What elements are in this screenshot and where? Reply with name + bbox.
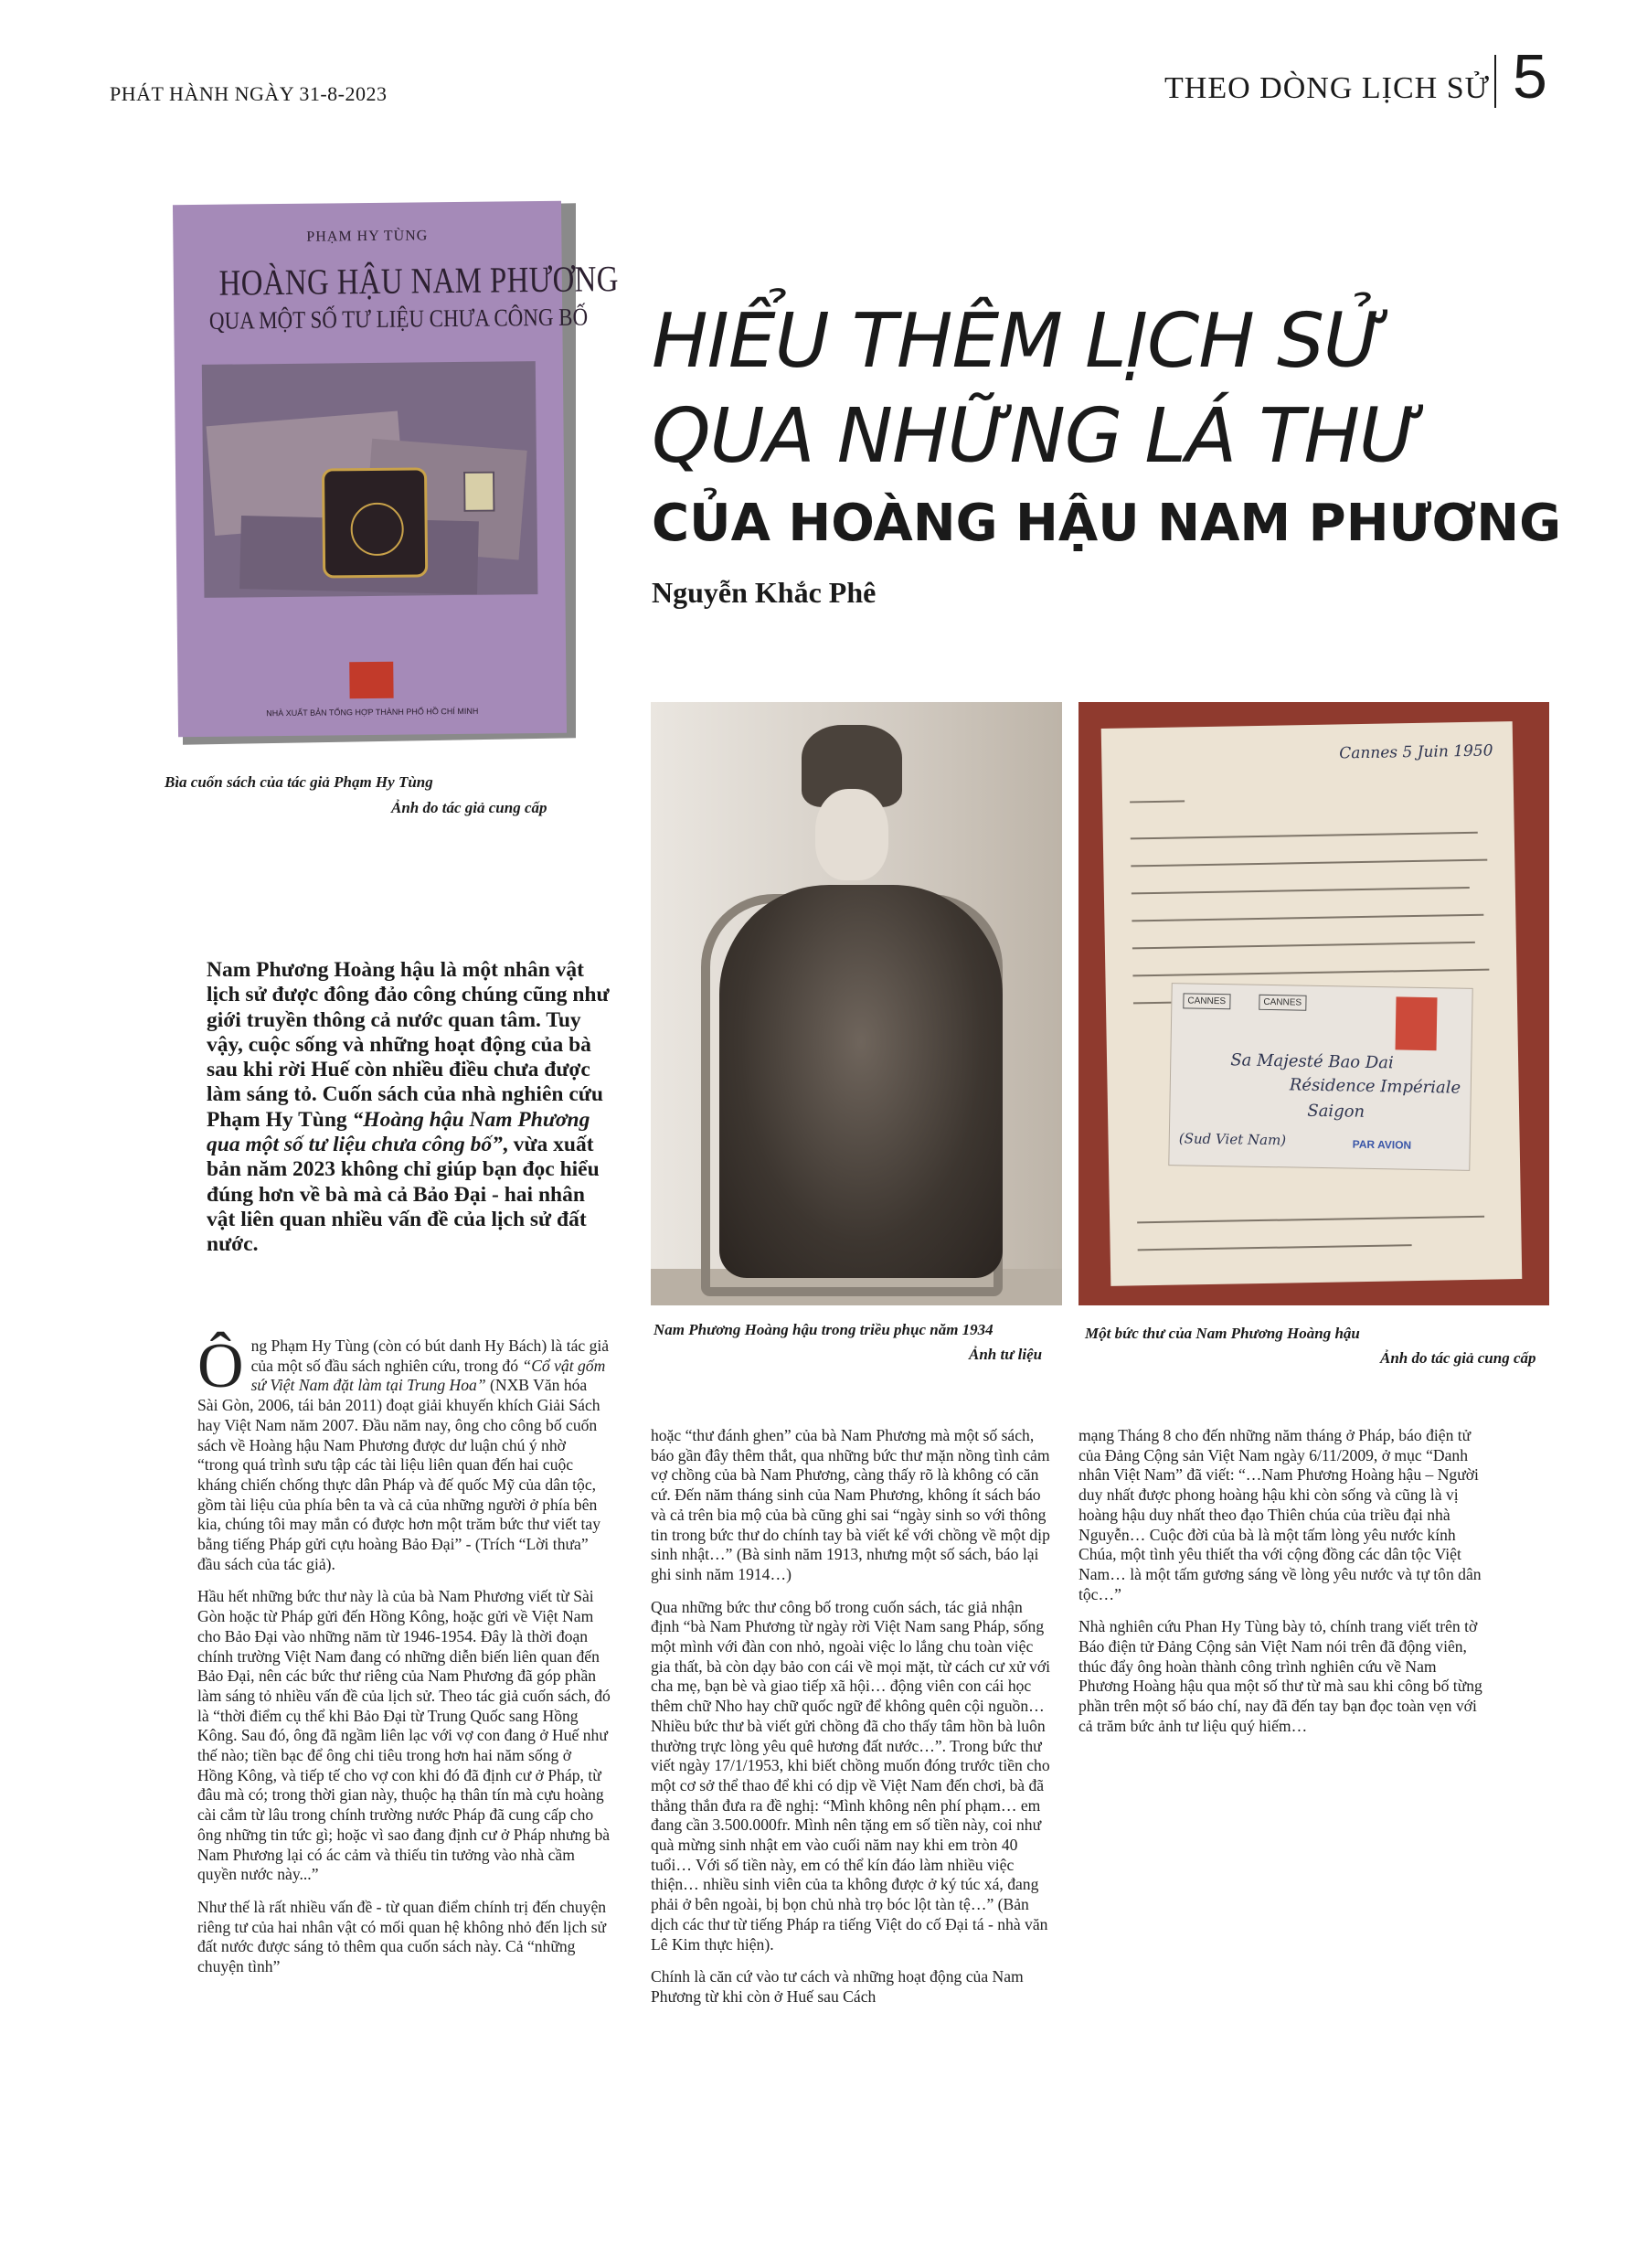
book-author: PHẠM HY TÙNG bbox=[306, 228, 429, 245]
empress-photo bbox=[651, 702, 1062, 1305]
envelope-address-line: Saigon bbox=[1307, 1101, 1365, 1122]
postmark: CANNES bbox=[1183, 993, 1230, 1009]
headline-line-1: HIỂU THÊM LỊCH SỬ bbox=[652, 298, 1386, 385]
book-cover-artwork bbox=[202, 361, 538, 598]
book-photo-credit: Ảnh do tác giả cung cấp bbox=[391, 799, 547, 816]
letter-photo bbox=[1079, 702, 1549, 1305]
envelope-address-line: Résidence Impériale bbox=[1289, 1075, 1461, 1098]
handwriting-line bbox=[1132, 914, 1483, 922]
headline-line-2: QUA NHỮNG LÁ THƯ bbox=[652, 393, 1421, 480]
body-text: ng Phạm Hy Tùng (còn có bút danh Hy Bách) là tác giả của một số đầu sách nghiên cứu, trong đó bbox=[250, 1336, 610, 1375]
body-paragraph bbox=[197, 1331, 611, 1574]
handwriting-line bbox=[1132, 942, 1475, 950]
body-paragraph: Hầu hết những bức thư này là của bà Nam Phương viết từ Sài Gòn hoặc từ Pháp gửi đến Hồng Kông, hoặc gửi về Việt Nam cho Bảo Đại vào những năm từ 1946-1954. Đây là thời đoạn chính trường Việt Nam đang có những diễn biến liên quan đến Bảo Đại, nên các bức thư riêng của Nam Phương đã góp phần làm sáng tỏ nhiều vấn đề của lịch sử. Theo tác giả cuốn sách, đó là “thời điểm cụ thể khi Bảo Đại từ Trung Quốc sang Hồng Kông. Sau đó, ông đã ngầm liên lạc với vợ con đang ở Huế như thế nào; tiền bạc để ông chi tiêu trong hơn hai năm sống ở Hồng Kông, và tiếp tế cho vợ con khi đó đã định cư ở Pháp, từ đâu mà có; trong thời gian này, thuộc hạ thân tín mà cựu hoàng cài cắm từ lâu trong chính trường nước Pháp đã cung cấp cho ông những tin tức gì; hoặc vì sao đang định cư ở Pháp nhưng bà Nam Phương lại có ác cảm và thiếu tin tưởng vào nhà cầm quyền nước này...” bbox=[197, 1587, 611, 1884]
body-paragraph: Như thế là rất nhiều vấn đề - từ quan điểm chính trị đến chuyện riêng tư của hai nhân vật có mối quan hệ không nhỏ đến lịch sử đất nước được sáng tỏ thêm qua cuốn sách này. Cả “những chuyện tình” bbox=[197, 1897, 607, 1976]
body-column-3 bbox=[1079, 1426, 1486, 1750]
letter-heading: Cannes 5 Juin 1950 bbox=[1339, 741, 1493, 763]
handwriting-line bbox=[1130, 800, 1185, 803]
handwriting-line bbox=[1138, 1244, 1412, 1251]
phoenix-seal-icon bbox=[322, 467, 428, 578]
body-paragraph: Nhà nghiên cứu Phan Hy Tùng bày tỏ, chính trang viết trên tờ Báo điện tử Đảng Cộng sản Việt Nam nói trên đã động viên, thúc đẩy ông hoàn thành công trình nghiên cứu về Nam Phương Hoàng hậu qua một số thư từ mà sau khi công bố từng phần trên một số báo chí, nay đã đến tay bạn đọc toàn vẹn với cả trăm bức ảnh tư liệu quý hiếm… bbox=[1079, 1617, 1482, 1735]
body-text: (NXB Văn hóa Sài Gòn, 2006, tái bản 2011) đoạt giải khuyến khích Giải Sách hay Việt Nam năm 2007. Đầu năm nay, ông cho công bố cuốn sách về Hoàng hậu Nam Phương được dư luận chú ý nhờ “trong quá trình sưu tập các tài liệu liên quan đến hai cuộc kháng chiến chống thực dân Pháp và đế quốc Mỹ của dân tộc, gồm tài liệu của phía bên ta và cả của những người ở phía bên kia, chúng tôi may mắn có được hơn một trăm bức thư viết tay bằng tiếng Pháp gửi cựu hoàng Bảo Đại” - (Trích “Lời thưa” đầu sách của tác giả). bbox=[197, 1376, 601, 1573]
handwriting-line bbox=[1131, 859, 1487, 868]
handwriting-line bbox=[1132, 887, 1470, 894]
publisher-logo-icon bbox=[349, 662, 393, 699]
headline-line-3: CỦA HOÀNG HẬU NAM PHƯƠNG bbox=[652, 494, 1562, 553]
body-paragraph: mạng Tháng 8 cho đến những năm tháng ở Pháp, báo điện tử của Đảng Cộng sản Việt Nam ngày 6/11/2009, ở mục “Danh nhân Việt Nam” đã viết: “…Nam Phương Hoàng hậu – Người duy nhất được phong hoàng hậu khi còn sống và cũng là vị hoàng hậu duy nhất theo đạo Thiên chúa của triều đại nhà Nguyễn… Cuộc đời của bà là một tấm lòng yêu nước kính Chúa, một tình yêu thiết tha với cộng đồng các dân tộc Việt Nam… là một tấm gương sáng về lòng yêu nước và tự tôn dân tộc…” bbox=[1079, 1426, 1482, 1603]
postmark: CANNES bbox=[1259, 995, 1306, 1011]
book-publisher: NHÀ XUẤT BẢN TỔNG HỢP THÀNH PHỐ HỒ CHÍ MINH bbox=[266, 706, 479, 719]
lead-text: , vừa xuất bản năm 2023 không chỉ giúp bạn đọc hiểu đúng hơn về bà mà cả Bảo Đại - hai nhân vật liên quan nhiều vấn đề của lịch sử đất nước. bbox=[207, 1133, 600, 1257]
face-shape bbox=[815, 789, 888, 880]
airmail-label: PAR AVION bbox=[1352, 1137, 1412, 1152]
envelope bbox=[1168, 983, 1472, 1171]
empress-photo-credit: Ảnh tư liệu bbox=[969, 1346, 1043, 1363]
issue-date: PHÁT HÀNH NGÀY 31-8-2023 bbox=[110, 82, 388, 105]
letter-photo-caption: Một bức thư của Nam Phương Hoàng hậu bbox=[1085, 1325, 1360, 1342]
body-book-title: “Cổ vật gốm sứ Việt Nam đặt làm tại Trung Hoa” bbox=[250, 1356, 606, 1395]
book-title: HOÀNG HẬU NAM PHƯƠNG bbox=[218, 258, 620, 303]
body-paragraph: Chính là căn cứ vào tư cách và những hoạt động của Nam Phương từ khi còn ở Huế sau Cách bbox=[651, 1967, 1024, 2006]
stamp-icon bbox=[1396, 996, 1438, 1050]
lead-text: Nam Phương Hoàng hậu là một nhân vật lịch sử được đông đảo công chúng cũng như giới truyền thông cả nước quan tâm. Tuy vậy, cuộc sống và những hoạt động của bà sau khi rời Huế còn nhiều điều chưa được làm sáng tỏ. Cuốn sách của nhà nghiên cứu Phạm Hy Tùng bbox=[207, 958, 610, 1132]
lead-book-title: “Hoàng hậu Nam Phương qua một số tư liệu chưa công bố” bbox=[207, 1107, 590, 1157]
page-number: 5 bbox=[1513, 42, 1547, 112]
book-subtitle: QUA MỘT SỐ TƯ LIỆU CHƯA CÔNG BỐ bbox=[208, 303, 589, 335]
robe-shape bbox=[719, 885, 1003, 1278]
section-title: THEO DÒNG LỊCH SỬ bbox=[1164, 71, 1490, 105]
envelope-address-line: Sa Majesté Bao Dai bbox=[1230, 1050, 1394, 1073]
stamp-icon bbox=[463, 472, 494, 512]
byline: Nguyễn Khắc Phê bbox=[652, 576, 877, 609]
body-column-1 bbox=[197, 1331, 611, 1990]
envelope-address-line: (Sud Viet Nam) bbox=[1178, 1130, 1287, 1149]
header-divider bbox=[1494, 55, 1496, 108]
body-column-2 bbox=[651, 1426, 1053, 2020]
handwriting-line bbox=[1131, 832, 1478, 840]
drop-cap: Ô bbox=[197, 1331, 244, 1401]
body-paragraph: hoặc “thư đánh ghen” của bà Nam Phương mà một số sách, báo gần đây thêm thắt, qua những bức thư mặn nồng tình cảm vợ chồng của bà Nam Phương, càng thấy rõ là không có căn cứ. Đến năm tháng sinh của Nam Phương, không ít sách báo và cả trên bia mộ của bà cũng ghi sai “ngày sinh so với thông tin trong bức thư do chính tay bà viết kể với chồng về một dịp sinh nhật…” (Bà sinh năm 1913, nhưng một số sách, báo lại ghi sinh năm 1914…) bbox=[651, 1426, 1050, 1583]
empress-photo-caption: Nam Phương Hoàng hậu trong triều phục năm 1934 bbox=[653, 1321, 994, 1338]
body-paragraph: Qua những bức thư công bố trong cuốn sách, tác giả nhận định “bà Nam Phương từ ngày rời Việt Nam sang Pháp, sống một mình với đàn con nhỏ, ngoài việc lo lắng chu toàn việc gia thất, bà còn dạy bảo con cái về mọi mặt, từ cách cư xử với cha mẹ, bạn bè và giao tiếp xã hội… động viên con cái học thêm chữ Nho hay chữ quốc ngữ để không quên cội nguồn… Nhiều bức thư bà viết gửi chồng đã cho thấy tâm hồn bà luôn thường trực lòng yêu quê hương đất nước…”. Trong bức thư viết ngày 17/1/1953, khi biết chồng muốn đóng trước tiền cho một cơ sở thể thao để khi có dịp về Việt Nam đến chơi, bà đã thẳng thắn đưa ra đề nghị: “Mình không nên phí phạm… em đang cần 3.500.000fr. Mình nên tặng em số tiền này, coi như quà mừng sinh nhật em vào cuối năm nay khi em tròn 40 tuổi… Với số tiền này, em có thể kín đáo làm nhiều việc thiện… nhiều sinh viên của ta không được ở ký túc xá, đang phải ở bên ngoài, bị bọn chủ nhà trọ bóc lột tàn tệ…” (Bản dịch các thư từ tiếng Pháp ra tiếng Việt do cố Đại tá - nhà văn Lê Kim thực hiện). bbox=[651, 1597, 1051, 1954]
letter-photo-credit: Ảnh do tác giả cung cấp bbox=[1380, 1349, 1536, 1367]
book-cover-image bbox=[173, 201, 620, 737]
handwriting-line bbox=[1132, 969, 1489, 977]
lead-paragraph bbox=[207, 958, 618, 1258]
book-caption: Bìa cuốn sách của tác giả Phạm Hy Tùng bbox=[165, 773, 433, 791]
handwriting-line bbox=[1137, 1216, 1484, 1224]
